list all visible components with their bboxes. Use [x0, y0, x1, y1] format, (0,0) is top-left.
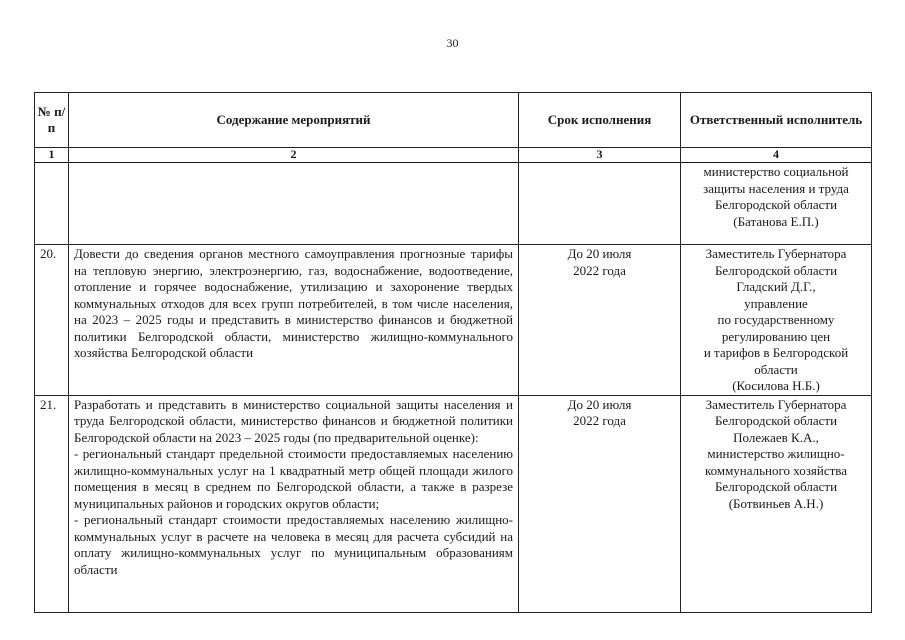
- cell-num: [35, 163, 69, 245]
- table-row: [35, 245, 872, 396]
- responsible-line: управление: [744, 295, 808, 311]
- cell-num: 20.: [35, 245, 69, 396]
- responsible-line: (Батанова Е.П.): [733, 213, 819, 229]
- cell-num: 21.: [35, 395, 69, 612]
- responsible-line: по государственному: [717, 312, 835, 327]
- column-number: 4: [681, 148, 872, 163]
- column-number: 2: [69, 148, 519, 163]
- cell-responsible: [681, 163, 872, 245]
- header-content: Содержание мероприятий: [69, 93, 519, 148]
- header-responsible: Ответственный исполнитель: [681, 93, 872, 148]
- responsible-line: защиты населения и труда: [703, 180, 849, 196]
- column-number: 1: [35, 148, 69, 163]
- responsible-line: Белгородской области: [714, 197, 838, 212]
- header-term: Срок исполнения: [519, 93, 681, 148]
- responsible-line: Белгородской области: [714, 479, 838, 494]
- responsible-line: министерство социальной: [703, 164, 849, 179]
- term-line: До 20 июля: [567, 396, 632, 412]
- responsible-line: области: [754, 361, 798, 377]
- term-line: 2022 года: [573, 262, 626, 278]
- column-numbers-row: [35, 148, 872, 163]
- content-paragraph: Разработать и представить в министерство социальной защиты населения и труда Белгородской области, министерство финансов и бюджетной политики Белгородской области на 2023 – 2025 годы (по предварительной оценке):: [74, 396, 513, 445]
- responsible-line: министерство жилищно-: [707, 446, 845, 461]
- responsible-line: коммунального хозяйства: [704, 462, 848, 478]
- measures-table: [34, 92, 872, 613]
- responsible-line: Заместитель Губернатора: [705, 246, 847, 261]
- column-number: 3: [519, 148, 681, 163]
- responsible-line: Белгородской области: [714, 413, 838, 428]
- cell-term: [519, 395, 681, 612]
- content-paragraph: Довести до сведения органов местного самоуправления прогнозные тарифы на тепловую энергию, электроэнергию, газ, водоснабжение, водоотведение, отопление и горячее водоснабжение, утилизацию и захоронение твердых коммунальных отходов для всех групп потребителей, в том числе населения, на 2023 – 2025 годы и представить в министерство финансов и бюджетной политики Белгородской области, министерство жилищно-коммунального хозяйства Белгородской области: [74, 246, 513, 360]
- responsible-line: регулированию цен: [721, 328, 831, 344]
- cell-content: [69, 163, 519, 245]
- cell-term: [519, 245, 681, 396]
- term-line: 2022 года: [573, 413, 626, 428]
- header-num: № п/п: [35, 93, 69, 148]
- content-paragraph: - региональный стандарт предельной стоимости предоставляемых населению жилищно-коммунальных услуг на 1 квадратный метр общей площади жилого помещения в месяц в среднем по Белгородской области, а также в разрезе муниципальных районов и городских округов области;: [74, 446, 513, 511]
- cell-content: [69, 395, 519, 612]
- responsible-line: Полежаев К.А.,: [733, 429, 819, 445]
- table-header-row: [35, 93, 872, 148]
- responsible-line: Белгородской области: [714, 262, 838, 278]
- cell-content: [69, 245, 519, 396]
- table-row-continued: [35, 163, 872, 245]
- responsible-line: и тарифов в Белгородской: [703, 345, 849, 360]
- cell-term: [519, 163, 681, 245]
- term-line: До 20 июля: [567, 246, 632, 261]
- table-row: [35, 395, 872, 612]
- responsible-line: (Косилова Н.Б.): [732, 378, 820, 393]
- cell-responsible: [681, 245, 872, 396]
- page-number: 30: [446, 36, 459, 50]
- responsible-line: Гладский Д.Г.,: [736, 279, 816, 294]
- content-paragraph: - региональный стандарт стоимости предоставляемых населению жилищно-коммунальных услуг в расчете на человека в месяц для расчета субсидий на оплату жилищно-коммунальных услуг по муниципальным образованиям области: [74, 512, 513, 577]
- responsible-line: (Ботвиньев А.Н.): [728, 495, 824, 511]
- cell-responsible: [681, 395, 872, 612]
- responsible-line: Заместитель Губернатора: [705, 396, 847, 412]
